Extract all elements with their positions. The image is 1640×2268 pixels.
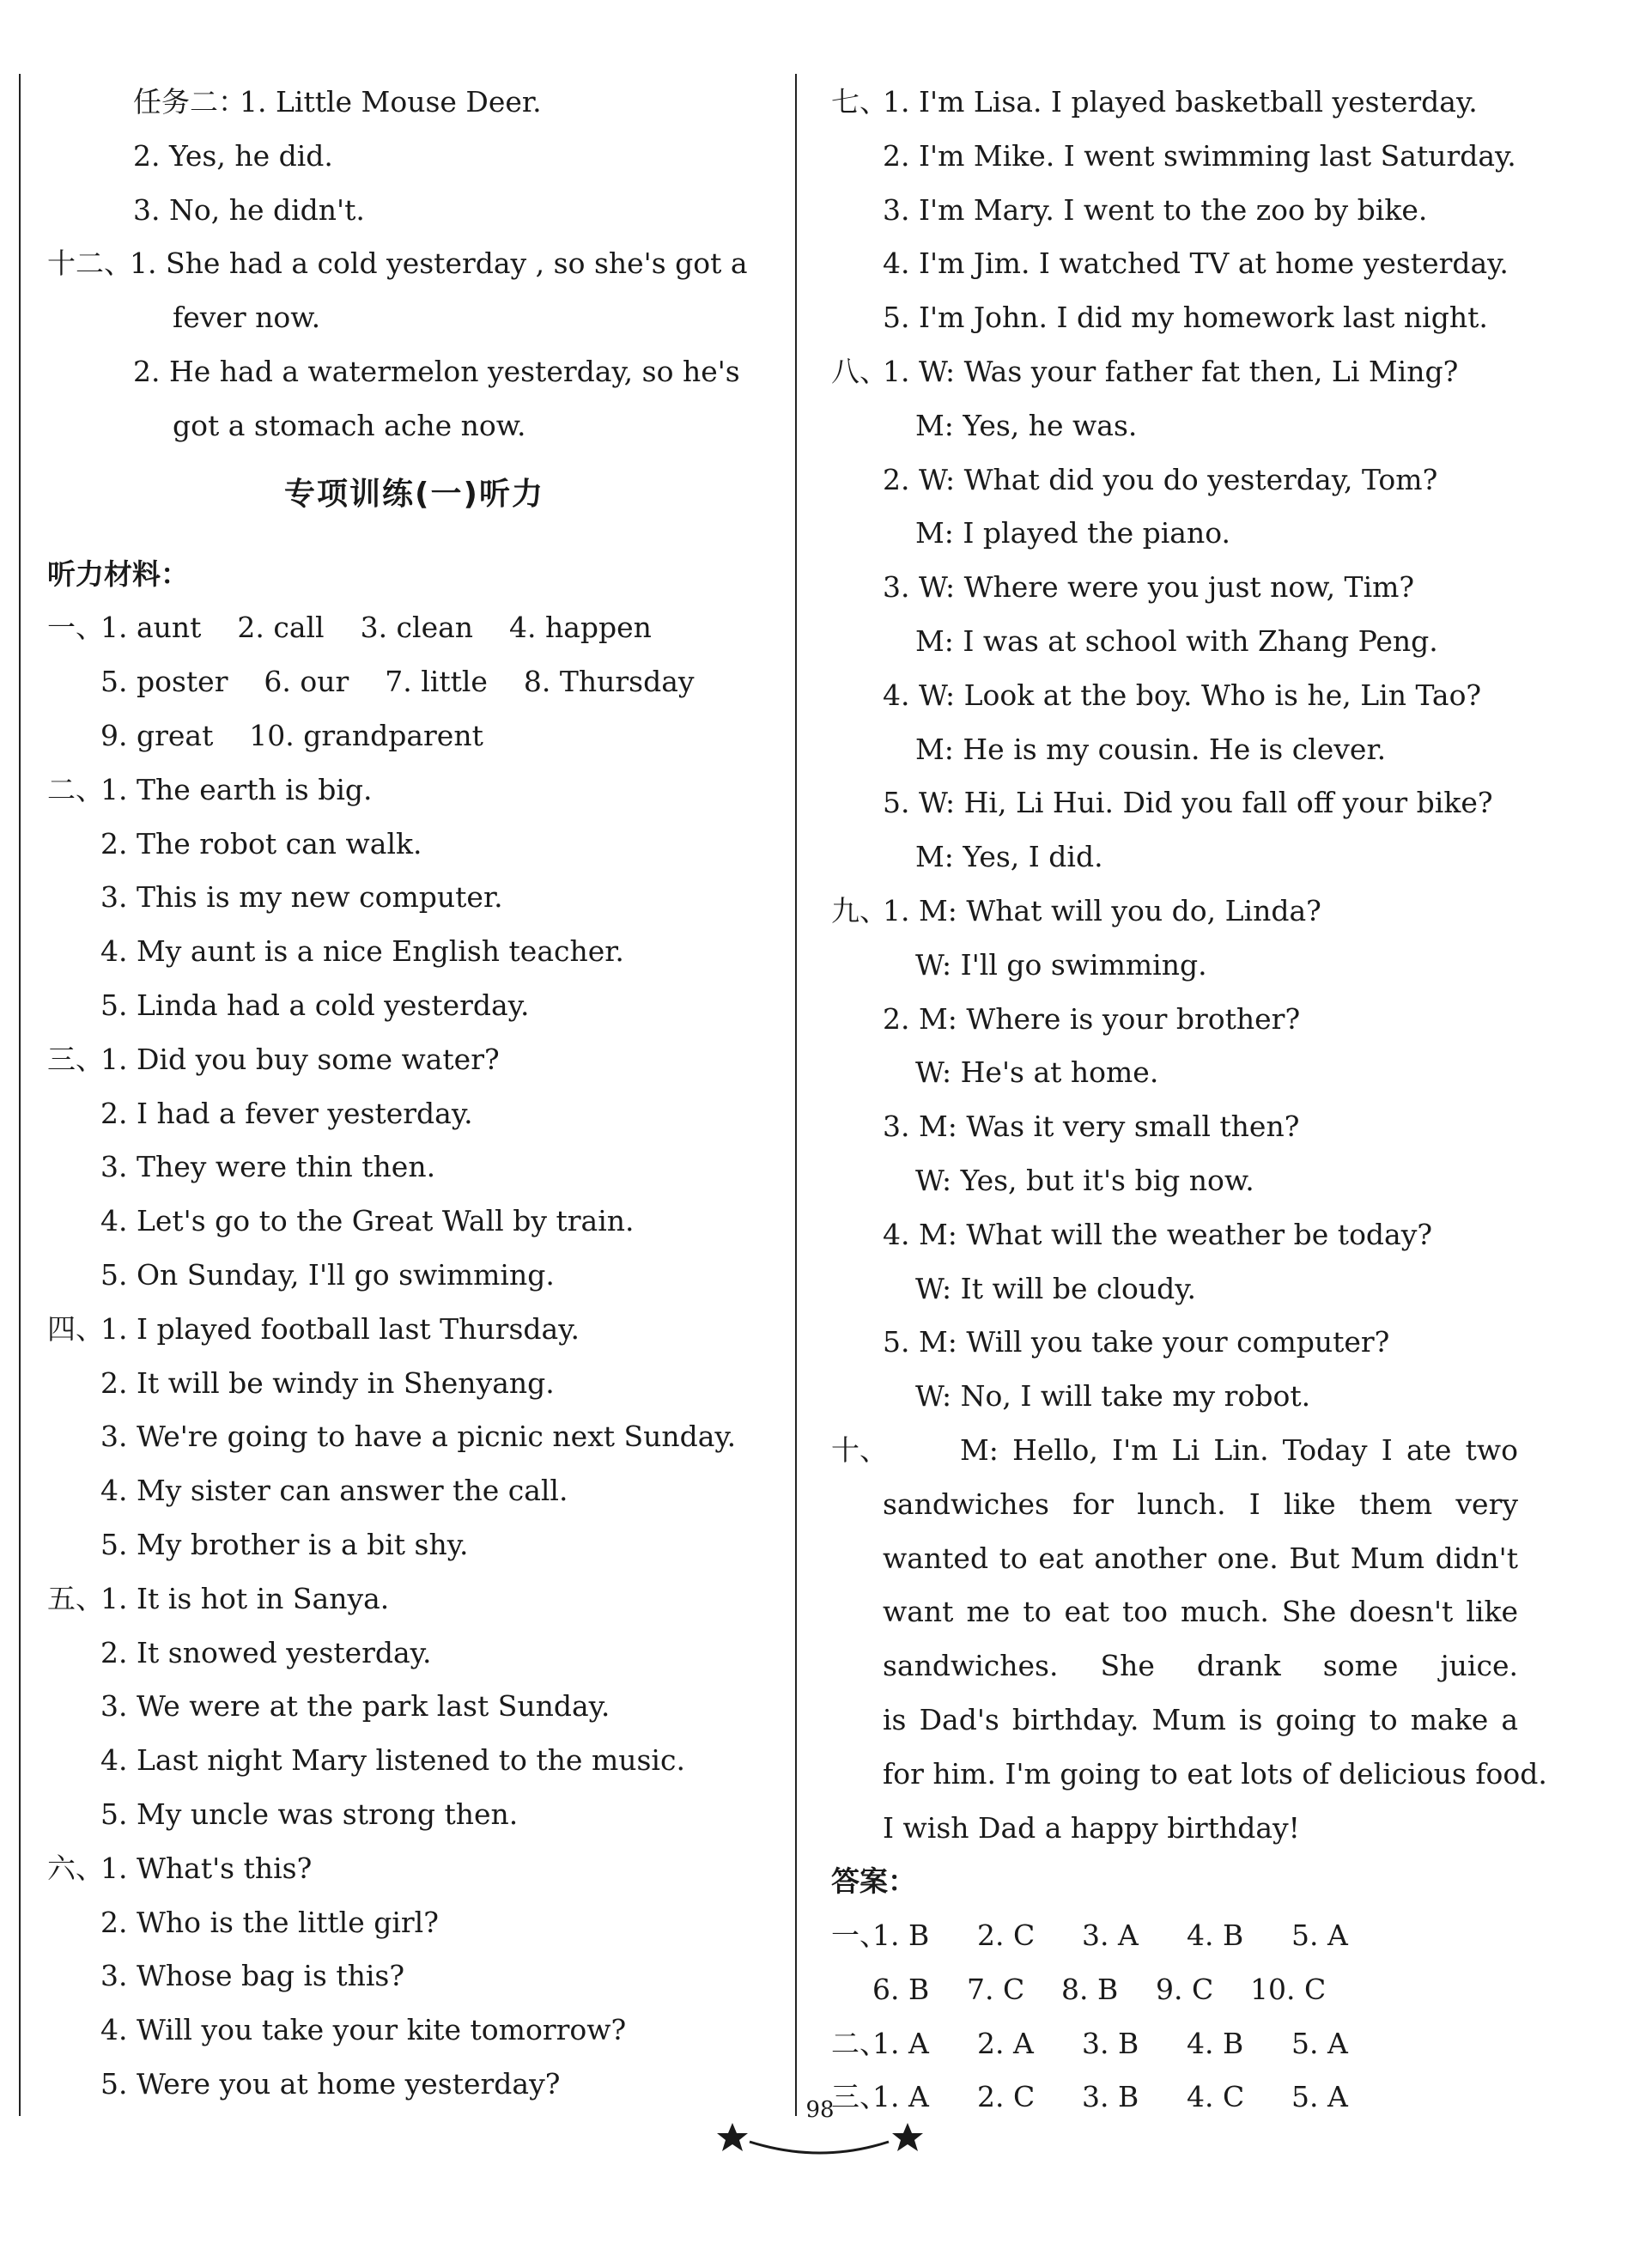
- text-line: fever now.: [173, 301, 321, 335]
- text-line: 5. I'm John. I did my homework last night.: [883, 301, 1488, 335]
- answer-item: 3. A: [1082, 1918, 1139, 1953]
- page-footer: [0, 2097, 1640, 2174]
- left-margin-rule: [19, 74, 21, 2116]
- star-swoosh-ornament: [717, 2107, 923, 2168]
- text-line: 十二、 1. She had a cold yesterday , so she's got a: [47, 237, 781, 291]
- section-marker: 一、: [47, 611, 104, 645]
- page-number: 98: [805, 2097, 835, 2123]
- paragraph-line: sandwiches. She drank some juice.: [883, 1649, 1518, 1683]
- answer-item: 10. C: [1250, 1972, 1327, 2006]
- section-marker: 八、: [831, 354, 888, 388]
- section-marker: 九、: [831, 893, 888, 927]
- text-line: M: Yes, I did.: [915, 840, 1103, 874]
- section-marker: 二、: [47, 772, 104, 806]
- answer-item: 2. C: [977, 2080, 1036, 2114]
- text-line: 4. W: Look at the boy. Who is he, Lin Tao?: [883, 678, 1482, 712]
- text-line: 4. I'm Jim. I watched TV at home yesterday.: [883, 246, 1509, 281]
- left-star-icon: [717, 2123, 748, 2151]
- text-line: 4. My sister can answer the call.: [100, 1474, 568, 1508]
- answer-item: 1. A: [872, 2080, 929, 2114]
- text-line: W: He's at home.: [915, 1055, 1159, 1090]
- text-line: 4. Last night Mary listened to the music.: [100, 1743, 685, 1778]
- text-line: 3. Whose bag is this?: [100, 1959, 405, 1993]
- answer-row: [831, 2017, 1561, 2071]
- text-line: M: He is my cousin. He is clever.: [915, 732, 1387, 766]
- answer-row: [831, 1909, 1561, 1963]
- listening-label: 听力材料：: [47, 556, 189, 591]
- text-line: 任务二： 1. Little Mouse Deer.: [47, 76, 781, 130]
- text-line: 三、 1. Did you buy some water?: [47, 1033, 781, 1087]
- text-line: 2. Who is the little girl?: [100, 1905, 439, 1939]
- left-column: [47, 76, 781, 2112]
- text-line: 5. poster 6. our 7. little 8. Thursday: [100, 665, 695, 699]
- text-line: 3. I'm Mary. I went to the zoo by bike.: [883, 192, 1428, 227]
- text-line: W: It will be cloudy.: [915, 1271, 1197, 1305]
- text-line: 2. W: What did you do yesterday, Tom?: [883, 462, 1438, 496]
- section-marker: 二、: [831, 2026, 888, 2060]
- section-marker: 六、: [47, 1851, 104, 1885]
- answer-item: 3. B: [1082, 2080, 1139, 2114]
- text-line: 2. It will be windy in Shenyang.: [100, 1365, 555, 1400]
- text-line: 2. Yes, he did.: [133, 138, 333, 173]
- section-marker: 十、: [831, 1432, 888, 1467]
- answer-item: 4. C: [1187, 2080, 1245, 2114]
- answer-item: 5. A: [1291, 2026, 1348, 2060]
- text-line: 八、 1. W: Was your father fat then, Li Ming?: [831, 345, 1561, 399]
- section-marker: 五、: [47, 1581, 104, 1615]
- answer-item: 4. B: [1187, 2026, 1244, 2060]
- text-line: 4. Will you take your kite tomorrow?: [100, 2013, 627, 2047]
- text-line: 十、 M: Hello, I'm Li Lin. Today I ate two: [831, 1424, 1561, 1478]
- text-line: 3. M: Was it very small then?: [883, 1110, 1300, 1144]
- answer-item: 2. C: [977, 1918, 1036, 1953]
- text-line: 五、 1. It is hot in Sanya.: [47, 1572, 781, 1627]
- text-line: 5. My brother is a bit shy.: [100, 1527, 469, 1561]
- text-line: 2. I'm Mike. I went swimming last Saturday.: [883, 138, 1516, 173]
- text-line: 5. W: Hi, Li Hui. Did you fall off your bike?: [883, 786, 1493, 820]
- answer-item: 1. B: [872, 1918, 930, 1953]
- text-line: W: No, I will take my robot.: [915, 1379, 1311, 1414]
- text-line: 七、 1. I'm Lisa. I played basketball yesterday.: [831, 76, 1561, 130]
- text-line: 2. He had a watermelon yesterday, so he's: [133, 354, 740, 388]
- text-line: 5. My uncle was strong then.: [100, 1797, 519, 1831]
- text-line: 3. W: Where were you just now, Tim?: [883, 570, 1415, 605]
- text-line: 四、 1. I played football last Thursday.: [47, 1303, 781, 1357]
- text-line: 2. M: Where is your brother?: [883, 1001, 1301, 1036]
- section-marker: 三、: [47, 1042, 104, 1076]
- answer-item: 6. B: [872, 1972, 930, 2006]
- text-line: 4. Let's go to the Great Wall by train.: [100, 1204, 635, 1238]
- text-line: W: Yes, but it's big now.: [915, 1163, 1254, 1197]
- swoosh-curve: [750, 2142, 889, 2153]
- text-line: 4. M: What will the weather be today?: [883, 1217, 1433, 1251]
- answer-item: 8. B: [1061, 1972, 1119, 2006]
- section-marker: 十二、: [47, 246, 132, 281]
- answer-item: 1. A: [872, 2026, 929, 2060]
- answer-row: [831, 1963, 1561, 2017]
- text-line: 2. I had a fever yesterday.: [100, 1096, 473, 1130]
- text-line: 一、 1. aunt 2. call 3. clean 4. happen: [47, 601, 781, 655]
- text-line: M: I was at school with Zhang Peng.: [915, 623, 1438, 658]
- section-heading: 专项训练(一)听力: [284, 476, 544, 512]
- paragraph-line: wanted to eat another one. But Mum didn't: [883, 1541, 1518, 1575]
- text-line: 5. On Sunday, I'll go swimming.: [100, 1257, 555, 1292]
- text-line: 9. great 10. grandparent: [100, 718, 483, 752]
- section-marker: 四、: [47, 1311, 104, 1346]
- text-line: 5. Were you at home yesterday?: [100, 2066, 561, 2101]
- section-marker: 三、: [831, 2080, 888, 2114]
- section-marker: 任务二：: [133, 85, 246, 119]
- paragraph-line: I wish Dad a happy birthday!: [883, 1810, 1300, 1845]
- text-line: 九、 1. M: What will you do, Linda?: [831, 885, 1561, 939]
- paragraph-line: want me to eat too much. She doesn't like: [883, 1595, 1518, 1629]
- answer-item: 5. A: [1291, 2080, 1348, 2114]
- answers-label: 答案：: [831, 1864, 916, 1899]
- right-star-icon: [892, 2123, 923, 2151]
- section-marker: 七、: [831, 85, 888, 119]
- text-line: 5. Linda had a cold yesterday.: [100, 988, 530, 1022]
- text-line: M: Yes, he was.: [915, 408, 1138, 442]
- section-marker: 一、: [831, 1918, 888, 1953]
- text-line: got a stomach ache now.: [173, 408, 526, 442]
- text-line: 3. This is my new computer.: [100, 880, 503, 915]
- paragraph-line: sandwiches for lunch. I like them very: [883, 1487, 1518, 1521]
- answer-item: 3. B: [1082, 2026, 1139, 2060]
- text-line: 3. No, he didn't.: [133, 192, 365, 227]
- answer-item: 4. B: [1187, 1918, 1244, 1953]
- text-line: 二、 1. The earth is big.: [47, 763, 781, 818]
- paragraph-line: is Dad's birthday. Mum is going to make a: [883, 1702, 1518, 1736]
- right-column: [831, 76, 1561, 2125]
- answer-item: 9. C: [1156, 1972, 1214, 2006]
- answer-item: 7. C: [967, 1972, 1025, 2006]
- text-line: 3. We're going to have a picnic next Sunday.: [100, 1420, 737, 1454]
- text-line: 2. It snowed yesterday.: [100, 1635, 432, 1669]
- text-line: M: I played the piano.: [915, 516, 1230, 550]
- text-line: 4. My aunt is a nice English teacher.: [100, 934, 624, 969]
- answer-item: 5. A: [1291, 1918, 1348, 1953]
- paragraph-line: for him. I'm going to eat lots of delicious food.: [883, 1756, 1547, 1791]
- column-divider: [795, 74, 797, 2116]
- answer-item: 2. A: [977, 2026, 1034, 2060]
- text-line: 六、 1. What's this?: [47, 1842, 781, 1896]
- text-line: 3. They were thin then.: [100, 1150, 436, 1184]
- text-line: 5. M: Will you take your computer?: [883, 1325, 1390, 1359]
- text-line: 3. We were at the park last Sunday.: [100, 1689, 610, 1724]
- text-line: 2. The robot can walk.: [100, 826, 422, 860]
- text-line: W: I'll go swimming.: [915, 947, 1207, 982]
